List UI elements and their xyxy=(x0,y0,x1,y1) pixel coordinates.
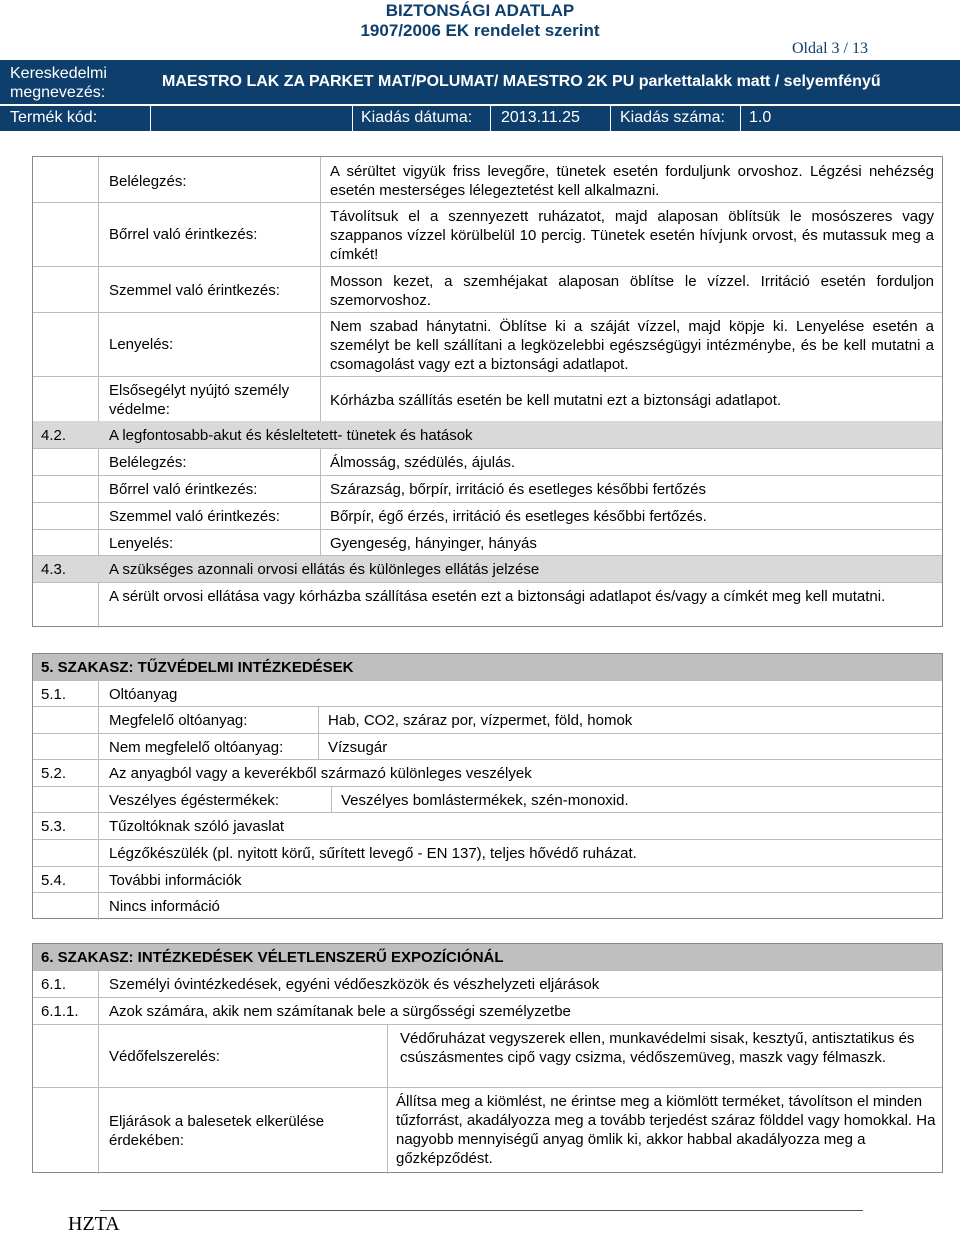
subsection-number: 5.3. xyxy=(41,818,67,835)
subsection-number: 5.4. xyxy=(41,872,67,889)
first-aid-label: Szemmel való érintkezés: xyxy=(109,282,280,299)
suitable-media-row xyxy=(33,707,942,734)
product-code-label: Termék kód: xyxy=(10,109,98,126)
subsection-number: 5.1. xyxy=(41,686,67,703)
symptom-row xyxy=(33,530,942,556)
hazard-label: Veszélyes égéstermékek: xyxy=(109,792,280,809)
subsection-6-1-header xyxy=(33,971,942,998)
subsection-5-1-header xyxy=(33,681,942,707)
subsection-5-3-header xyxy=(33,813,942,840)
ppe-label: Védőfelszerelés: xyxy=(109,1048,220,1065)
subsection-title: Személyi óvintézkedések, egyéni védőeszközök és vészhelyzeti eljárások xyxy=(109,976,600,993)
prevention-text: Állítsa meg a kiömlést, ne érintse meg a kiömlött terméket, távolítson el minden tűzforrást, akadályozza meg a tovább terjedést száraz földdel vagy homokkal. Ha nagyobb mennyiségű anyag ömlik ki, akkor habbal akadályozza meg a gőzképződést. xyxy=(396,1093,936,1167)
unsuitable-media-text: Vízsugár xyxy=(328,739,388,756)
section-title: 5. SZAKASZ: TŰZVÉDELMI INTÉZKEDÉSEK xyxy=(41,659,354,676)
subsection-number: 4.2. xyxy=(41,427,67,444)
page-number: Oldal 3 / 13 xyxy=(792,40,868,57)
first-aid-text: Mosson kezet, a szemhéjakat alaposan öblítse le vízzel. Irritáció esetén forduljon szemorvoshoz. xyxy=(330,273,934,309)
prevention-label: Eljárások a balesetek elkerülése érdekében: xyxy=(109,1113,325,1149)
further-info-text: Nincs információ xyxy=(109,898,220,915)
symptom-label: Bőrrel való érintkezés: xyxy=(109,481,258,498)
section-title: 6. SZAKASZ: INTÉZKEDÉSEK VÉLETLENSZERŰ EXPOZÍCIÓNÁL xyxy=(41,949,504,966)
first-aid-text: Nem szabad hánytatni. Öblítse ki a száját vízzel, majd köpje ki. Lenyelése esetén a személyt be kell szállítani a legközelebbi egészségügyi intézménybe, és be kell mutatni a csomagolást vagy ezt a biztonsági adatlapot. xyxy=(330,318,934,373)
hazard-row xyxy=(33,787,942,813)
subsection-6-1-1-header xyxy=(33,998,942,1025)
document-title: BIZTONSÁGI ADATLAP xyxy=(385,1,575,20)
symptom-row xyxy=(33,503,942,530)
subsection-5-4-header xyxy=(33,867,942,893)
first-aid-row xyxy=(33,267,942,313)
unsuitable-media-label: Nem megfelelő oltóanyag: xyxy=(109,739,284,756)
first-aid-row xyxy=(33,203,942,267)
symptom-label: Szemmel való érintkezés: xyxy=(109,508,280,525)
document-subtitle: 1907/2006 EK rendelet szerint xyxy=(360,21,600,40)
first-aid-text: Távolítsuk el a szennyezett ruházatot, majd alaposan öblítsük le mosószeres vagy szappanos vízzel körülbelül 10 percig. Tünetek esetén hívjunk orvost, és mutassuk meg a címkét! xyxy=(330,208,934,263)
trade-name: MAESTRO LAK ZA PARKET MAT/POLUMAT/ MAESTRO 2K PU parkettalakk matt / selyemfényű xyxy=(162,73,881,90)
ppe-row xyxy=(33,1025,942,1088)
further-info-row xyxy=(33,893,942,920)
trade-name-label: Kereskedelmi megnevezés: xyxy=(10,65,107,101)
symptom-row xyxy=(33,476,942,503)
subsection-title: Tűzoltóknak szóló javaslat xyxy=(109,818,285,835)
symptom-text: Szárazság, bőrpír, irritáció és esetleges későbbi fertőzés xyxy=(330,481,707,498)
firefighter-advice-text: Légzőkészülék (pl. nyitott körű, sűrített levegő - EN 137), teljes hővédő ruházat. xyxy=(109,845,637,862)
subsection-title: Az anyagból vagy a keverékből származó különleges veszélyek xyxy=(109,765,532,782)
medical-attention-row xyxy=(33,583,942,628)
subsection-4-2-header xyxy=(33,421,942,449)
prevention-row xyxy=(33,1088,942,1174)
subsection-number: 6.1. xyxy=(41,976,67,993)
symptom-text: Álmosság, szédülés, ájulás. xyxy=(330,454,516,471)
hazard-text: Veszélyes bomlástermékek, szén-monoxid. xyxy=(341,792,629,809)
subsection-4-3-header xyxy=(33,556,942,583)
suitable-media-text: Hab, CO2, száraz por, vízpermet, föld, homok xyxy=(328,712,633,729)
issue-no: 1.0 xyxy=(749,109,772,126)
medical-attention-text: A sérült orvosi ellátása vagy kórházba szállítása esetén ezt a biztonsági adatlapot és/vagy a címkét meg kell mutatni. xyxy=(109,588,886,605)
first-aid-row xyxy=(33,157,942,203)
first-aid-label: Bőrrel való érintkezés: xyxy=(109,226,258,243)
issue-date-label: Kiadás dátuma: xyxy=(361,109,473,126)
product-info-band xyxy=(0,106,960,131)
section-6 xyxy=(32,943,943,1173)
section-5 xyxy=(32,653,943,919)
subsection-title: További információk xyxy=(109,872,242,889)
issue-no-label: Kiadás száma: xyxy=(620,109,725,126)
subsection-title: Oltóanyag xyxy=(109,686,178,703)
symptom-text: Gyengeség, hányinger, hányás xyxy=(330,535,537,552)
first-aid-label: Lenyelés: xyxy=(109,336,174,353)
section-5-header xyxy=(33,654,942,681)
first-aid-label: Belélegzés: xyxy=(109,173,187,190)
first-aid-row xyxy=(33,313,942,377)
issue-date: 2013.11.25 xyxy=(501,109,580,126)
subsection-number: 6.1.1. xyxy=(41,1003,79,1020)
footer-rule xyxy=(100,1210,863,1211)
section-4-continued xyxy=(32,156,943,627)
first-aid-text: Kórházba szállítás esetén be kell mutatni ezt a biztonsági adatlapot. xyxy=(330,392,782,409)
footer-logo: HZTA xyxy=(68,1213,120,1235)
ppe-text: Védőruházat vegyszerek ellen, munkavédelmi sisak, kesztyű, antisztatikus és csúszásmentes cipő vagy csizma, védőszemüveg, maszk vagy félmaszk. xyxy=(400,1030,915,1066)
symptom-text: Bőrpír, égő érzés, irritáció és esetleges későbbi fertőzés. xyxy=(330,508,707,525)
subsection-title: A legfontosabb-akut és késleltetett- tünetek és hatások xyxy=(109,427,473,444)
subsection-number: 4.3. xyxy=(41,561,67,578)
suitable-media-label: Megfelelő oltóanyag: xyxy=(109,712,248,729)
symptom-row xyxy=(33,449,942,476)
unsuitable-media-row xyxy=(33,734,942,760)
subsection-number: 5.2. xyxy=(41,765,67,782)
section-6-header xyxy=(33,944,942,971)
subsection-title: Azok számára, akik nem számítanak bele a sürgősségi személyzetbe xyxy=(109,1003,571,1020)
subsection-title: A szükséges azonnali orvosi ellátás és különleges ellátás jelzése xyxy=(109,561,540,578)
first-aid-label: Elsősegélyt nyújtó személy védelme: xyxy=(109,382,290,418)
firefighter-advice-row xyxy=(33,840,942,867)
first-aid-row xyxy=(33,377,942,421)
symptom-label: Belélegzés: xyxy=(109,454,187,471)
first-aid-text: A sérültet vigyük friss levegőre, tünetek esetén forduljunk orvoshoz. Légzési nehézség esetén mesterséges lélegeztetést kell alkalmazni. xyxy=(330,163,934,199)
symptom-label: Lenyelés: xyxy=(109,535,174,552)
subsection-5-2-header xyxy=(33,760,942,787)
trade-name-band xyxy=(0,60,960,104)
